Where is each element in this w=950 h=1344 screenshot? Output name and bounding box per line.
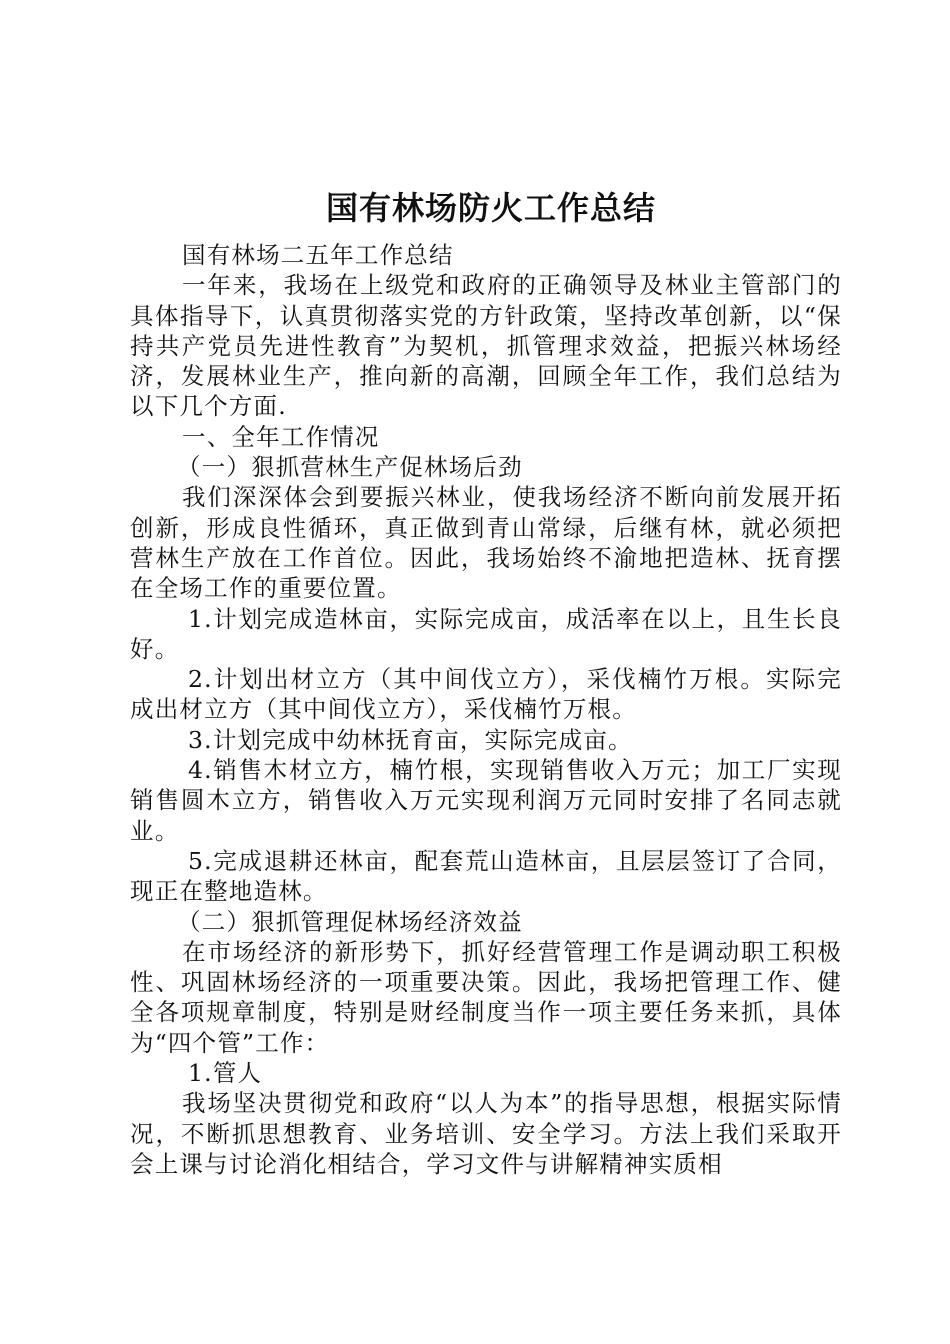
body-paragraph: 我们深深体会到要振兴林业，使我场经济不断向前发展开拓创新，形成良性循环，真正做到青山常绿，后继有林，就必须把营林生产放在工作首位。因此，我场始终不渝地把造林、抚育摆在全场工作的重要位置。 (130, 483, 842, 603)
list-item: 4.销售木材立方，楠竹根，实现销售收入万元；加工厂实现销售圆木立方，销售收入万元实现利润万元同时安排了名同志就业。 (130, 756, 842, 845)
list-item: 2.计划出材立方（其中间伐立方），采伐楠竹万根。实际完成出材立方（其中间伐立方），采伐楠竹万根。 (130, 665, 842, 724)
list-item: 1.管人 (188, 1059, 263, 1088)
subsection-heading: （二）狠抓管理促林场经济效益 (177, 907, 523, 936)
list-item: 5.完成退耕还林亩，配套荒山造林亩，且层层签订了合同，现正在整地造林。 (130, 846, 842, 906)
list-item: 3.计划完成中幼林抚育亩，实际完成亩。 (188, 725, 633, 754)
body-paragraph: 我场坚决贯彻党和政府“以人为本”的指导思想，根据实际情况，不断抓思想教育、业务培训、安全学习。方法上我们采取开会上课与讨论消化相结合，学习文件与讲解精神实质相 (130, 1089, 842, 1178)
body-paragraph: 在市场经济的新形势下，抓好经营管理工作是调动职工积极性、巩固林场经济的一项重要决策。因此，我场把管理工作、健全各项规章制度，特别是财经制度当作一项主要任务来抓，具体为“四个管”工作： (130, 937, 842, 1057)
subtitle-paragraph: 国有林场二五年工作总结 (182, 241, 454, 269)
document-title: 国有林场防火工作总结 (325, 189, 656, 227)
list-item: 1.计划完成造林亩，实际完成亩，成活率在以上，且生长良好。 (130, 604, 842, 663)
intro-paragraph: 一年来，我场在上级党和政府的正确领导及林业主管部门的具体指导下，认真贯彻落实党的方针政策，坚持改革创新，以“保持共产党员先进性教育”为契机，抓管理求效益，把振兴林场经济，发展林业生产，推向新的高潮，回顾全年工作，我们总结为以下几个方面. (130, 271, 842, 421)
section-heading: 一、全年工作情况 (182, 422, 380, 451)
subsection-heading: （一）狠抓营林生产促林场后劲 (177, 453, 523, 482)
document-page (130, 180, 842, 1179)
